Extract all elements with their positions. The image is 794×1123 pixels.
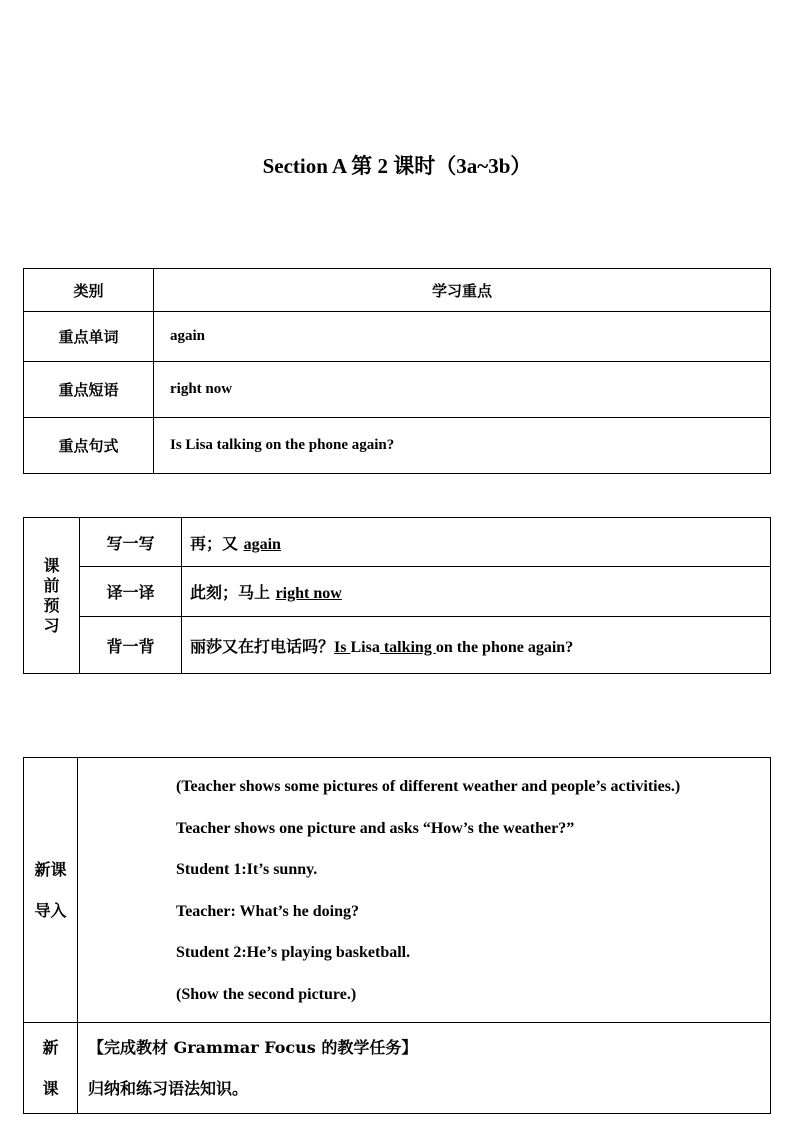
intro-content [78,758,771,1023]
answer-text: talking [379,638,436,656]
task-content [182,518,771,567]
side-text: 导入 [34,900,67,920]
row-content: again [154,312,771,362]
header-focus: 学习重点 [154,269,771,312]
side-text: 新 [42,1037,59,1057]
focus-table [23,268,771,474]
table-row [24,758,771,1023]
intro-label [24,758,78,1023]
preview-table [23,517,771,674]
answer-text: on the phone again? [435,638,574,656]
cn-text: 再；又 [190,533,244,553]
table-row [24,362,771,418]
row-category: 重点句式 [24,418,154,474]
lesson-line: 【完成教材 Grammar Focus 的教学任务】 [88,1037,418,1057]
intro-line: Teacher: What’s he doing? [176,902,359,920]
answer-text: right now [275,585,342,602]
side-char: 习 [43,615,60,635]
table-row [24,269,771,312]
intro-line: (Teacher shows some pictures of different weather and people’s activities.) [176,778,681,795]
side-text: 课 [42,1078,59,1098]
lesson-table [23,757,771,1114]
table-row [24,617,771,674]
side-text: 新课 [34,859,67,879]
answer-text: again [243,535,281,553]
lesson-line: 归纳和练习语法知识。 [88,1078,249,1098]
preview-side-label [24,518,80,674]
side-char: 前 [43,575,60,595]
row-content: Is Lisa talking on the phone again? [154,418,771,474]
intro-line: (Show the second picture.) [176,985,357,1003]
header-category: 类别 [24,269,154,312]
table-row [24,567,771,617]
table-row [24,1022,771,1113]
answer-text: Is [334,638,351,656]
row-category: 重点单词 [24,312,154,362]
row-category: 重点短语 [24,362,154,418]
side-char: 预 [43,595,60,615]
page-title: Section A 第 2 课时（3a~3b） [262,154,532,178]
intro-line: Student 2:He’s playing basketball. [176,944,411,962]
answer-text: Lisa [350,638,380,656]
task-content [182,567,771,617]
side-char: 课 [43,555,60,575]
row-content: right now [154,362,771,418]
task-label: 译一译 [80,567,182,617]
table-row [24,312,771,362]
cn-text: 此刻；马上 [190,583,276,602]
new-lesson-label [24,1022,78,1113]
table-row [24,418,771,474]
task-label: 背一背 [80,617,182,674]
cn-text: 丽莎又在打电话吗？ [190,636,335,656]
intro-line: Student 1:It’s sunny. [176,861,318,879]
new-lesson-content [78,1022,771,1113]
task-content [182,617,771,674]
intro-line: Teacher shows one picture and asks “How’s the weather?” [176,819,575,837]
task-label: 写一写 [80,518,182,567]
table-row [24,518,771,567]
